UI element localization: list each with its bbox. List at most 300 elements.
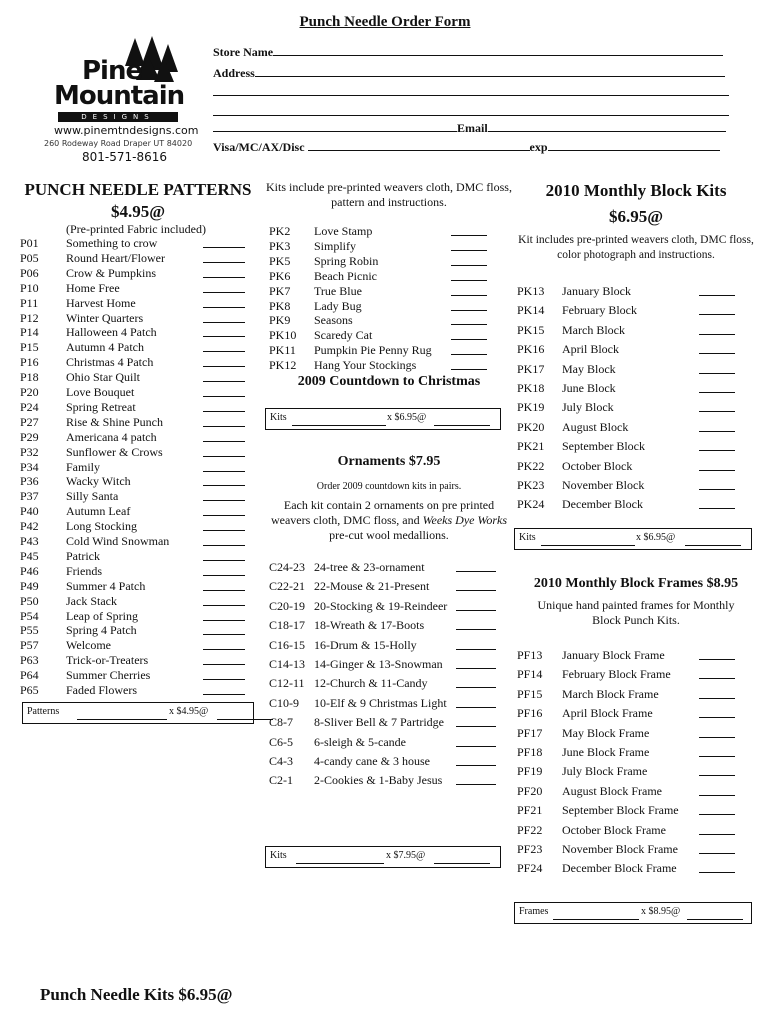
quantity-blank[interactable] (699, 823, 735, 835)
item-name: Jack Stack (66, 593, 117, 608)
item-code: C14-13 (269, 657, 305, 671)
quantity-blank[interactable] (699, 784, 735, 796)
quantity-blank[interactable] (203, 415, 245, 427)
item-code: P57 (20, 638, 39, 653)
list-item (269, 735, 499, 751)
item-code: PF18 (517, 745, 543, 759)
frames-note: Unique hand painted frames for Monthly Block Punch Kits. (537, 598, 735, 627)
item-code: PK9 (269, 313, 291, 328)
frames-qty-blank[interactable] (553, 909, 639, 920)
quantity-blank[interactable] (451, 299, 487, 311)
list-item (20, 668, 250, 684)
item-name: July Block (562, 400, 614, 415)
quantity-blank[interactable] (699, 497, 735, 509)
item-name: Simplify (314, 238, 357, 253)
list-item (517, 478, 742, 494)
email-field[interactable] (213, 120, 726, 136)
quantity-blank[interactable] (203, 370, 245, 382)
item-name: Love Bouquet (66, 385, 135, 399)
quantity-blank[interactable] (699, 842, 735, 854)
ornaments-qty-blank[interactable] (296, 853, 384, 864)
item-name: Friends (66, 563, 102, 578)
item-code: P20 (20, 385, 39, 399)
item-name: November Block Frame (562, 842, 678, 856)
item-code: P36 (20, 474, 39, 489)
patterns-title: PUNCH NEEDLE PATTERNS (24, 180, 252, 199)
list-item (269, 773, 499, 789)
list-item (20, 609, 250, 625)
item-name: Home Free (66, 280, 120, 295)
item-code: PK20 (517, 419, 545, 434)
quantity-blank[interactable] (451, 269, 487, 281)
monthly-qty-blank[interactable] (541, 535, 635, 546)
list-item (517, 323, 742, 339)
item-name: December Block Frame (562, 861, 677, 876)
item-name: Love Stamp (314, 224, 373, 238)
address-line-2[interactable] (213, 95, 729, 96)
item-name: March Block (562, 322, 625, 337)
quantity-blank[interactable] (456, 599, 496, 611)
list-item (20, 474, 250, 490)
list-item (269, 313, 494, 329)
ornaments-sum-blank[interactable] (434, 853, 490, 864)
quantity-blank[interactable] (203, 445, 245, 457)
item-code: P24 (20, 399, 39, 414)
item-code: C22-21 (269, 579, 305, 594)
item-name: Silly Santa (66, 489, 119, 504)
item-name: 18-Wreath & 17-Boots (314, 618, 425, 633)
item-name: October Block Frame (562, 822, 666, 837)
kits-sum-blank[interactable] (434, 415, 490, 426)
quantity-blank[interactable] (456, 715, 496, 727)
frames-total-box (514, 902, 752, 924)
item-name: May Block (562, 361, 616, 376)
item-name: Pumpkin Pie Penny Rug (314, 343, 432, 358)
item-name: Hang Your Stockings (314, 358, 417, 373)
item-name: Rise & Shine Punch (66, 414, 164, 429)
item-code: P65 (20, 683, 39, 697)
item-code: PK11 (269, 343, 296, 358)
exp-label: exp (529, 140, 548, 154)
logo-line2: Mountain (54, 81, 185, 111)
quantity-blank[interactable] (203, 236, 245, 248)
item-name: True Blue (314, 283, 362, 298)
quantity-blank[interactable] (456, 754, 496, 766)
item-code: PF13 (517, 648, 543, 662)
item-name: September Block (562, 439, 645, 454)
address-line-3[interactable] (213, 115, 729, 116)
item-code: PF19 (517, 764, 543, 779)
quantity-blank[interactable] (451, 284, 487, 296)
item-code: P10 (20, 280, 39, 295)
item-name: 24-tree & 23-ornament (314, 560, 425, 574)
item-name: 16-Drum & 15-Holly (314, 637, 417, 652)
quantity-blank[interactable] (699, 284, 735, 296)
quantity-blank[interactable] (699, 381, 735, 393)
patterns-total-label: Patterns (27, 706, 60, 717)
item-code: PF22 (517, 822, 543, 837)
quantity-blank[interactable] (451, 313, 487, 325)
item-code: P43 (20, 534, 39, 548)
item-code: P14 (20, 325, 39, 340)
quantity-blank[interactable] (203, 683, 245, 695)
item-name: Winter Quarters (66, 310, 144, 325)
item-code: P63 (20, 653, 39, 668)
list-item (269, 224, 494, 240)
quantity-blank[interactable] (203, 340, 245, 352)
item-code: C6-5 (269, 734, 293, 749)
item-name: Halloween 4 Patch (66, 325, 157, 340)
frames-total-price: x $8.95@ (641, 906, 681, 917)
item-code: C12-11 (269, 676, 305, 691)
quantity-blank[interactable] (203, 609, 245, 621)
quantity-blank[interactable] (451, 254, 487, 266)
item-name: February Block (562, 303, 637, 318)
quantity-blank[interactable] (456, 638, 496, 650)
quantity-blank[interactable] (203, 638, 245, 650)
item-name: 8-Sliver Bell & 7 Partridge (314, 715, 444, 730)
list-item (20, 266, 250, 282)
quantity-blank[interactable] (203, 549, 245, 561)
item-name: December Block (562, 497, 643, 512)
kits-qty-blank[interactable] (292, 415, 386, 426)
item-code: PK2 (269, 224, 291, 238)
item-code: PK13 (517, 284, 545, 298)
quantity-blank[interactable] (699, 323, 735, 335)
monthly-total-label: Kits (519, 532, 536, 543)
logo-address: 260 Rodeway Road Draper UT 84020 (44, 139, 193, 148)
quantity-blank[interactable] (699, 459, 735, 471)
item-code: PF21 (517, 803, 543, 818)
visa-label: Visa/MC/AX/Disc (213, 140, 305, 154)
store-name-label: Store Name (213, 45, 274, 59)
quantity-blank[interactable] (451, 328, 487, 340)
weeks-dye-works: Weeks Dye Works (422, 513, 508, 527)
quantity-blank[interactable] (699, 803, 735, 815)
logo-line1: Pine (82, 56, 143, 86)
item-code: PK24 (517, 497, 545, 512)
list-item (517, 459, 742, 475)
monthly-total-price: x $6.95@ (636, 532, 676, 543)
item-code: PK19 (517, 400, 545, 415)
quantity-blank[interactable] (699, 648, 735, 660)
quantity-blank[interactable] (456, 735, 496, 747)
item-name: Beach Picnic (314, 268, 377, 283)
list-item (20, 549, 250, 565)
item-name: Family (66, 459, 101, 474)
list-item (269, 579, 499, 595)
list-item (20, 325, 250, 341)
list-item (517, 784, 742, 800)
frames-sum-blank[interactable] (687, 909, 743, 920)
list-item (20, 460, 250, 476)
item-code: P49 (20, 578, 39, 593)
quantity-blank[interactable] (456, 657, 496, 669)
quantity-blank[interactable] (451, 358, 487, 370)
item-name: Harvest Home (66, 295, 136, 310)
quantity-blank[interactable] (203, 579, 245, 591)
item-name: Summer Cherries (66, 668, 151, 683)
logo-line3: DESIGNS (58, 112, 178, 122)
list-item (269, 657, 499, 673)
quantity-blank[interactable] (699, 745, 735, 757)
item-code: P55 (20, 623, 39, 638)
item-code: PK7 (269, 283, 291, 298)
item-code: P32 (20, 444, 39, 459)
quantity-blank[interactable] (699, 400, 735, 412)
list-item (517, 648, 742, 664)
item-name: 2-Cookies & 1-Baby Jesus (314, 773, 443, 788)
quantity-blank[interactable] (203, 385, 245, 397)
item-code: P12 (20, 310, 39, 325)
list-item (20, 296, 250, 312)
quantity-blank[interactable] (456, 579, 496, 591)
quantity-blank[interactable] (203, 355, 245, 367)
list-item (20, 579, 250, 595)
monthly-kits-note: Kit includes pre-printed weavers cloth, DMC floss, color photograph and instructions. (518, 234, 754, 261)
list-item (517, 803, 742, 819)
patterns-qty-blank[interactable] (77, 709, 167, 720)
quantity-blank[interactable] (456, 773, 496, 785)
item-code: P64 (20, 668, 39, 683)
monthly-total-box (514, 528, 752, 550)
item-code: PF20 (517, 783, 543, 798)
list-item (20, 594, 250, 610)
quantity-blank[interactable] (203, 564, 245, 576)
kits-total-price: x $6.95@ (387, 412, 427, 423)
list-item (20, 415, 250, 431)
item-name: Americana 4 patch (66, 429, 157, 444)
item-name: Spring Robin (314, 253, 379, 268)
list-item (517, 439, 742, 455)
list-item (20, 504, 250, 520)
item-name: Spring 4 Patch (66, 623, 137, 638)
store-name-field[interactable] (213, 44, 723, 60)
quantity-blank[interactable] (699, 439, 735, 451)
list-item (269, 358, 494, 374)
item-code: PK10 (269, 328, 297, 343)
item-name: April Block Frame (562, 706, 653, 721)
item-code: P18 (20, 370, 39, 385)
list-item (20, 653, 250, 669)
list-item (269, 239, 494, 255)
quantity-blank[interactable] (203, 489, 245, 501)
list-item (20, 683, 250, 699)
ornaments-desc: Each kit contain 2 ornaments on pre printed weavers cloth, DMC floss, and Weeks Dye Works pre-cut wool medallions. (270, 498, 508, 542)
item-name: Christmas 4 Patch (66, 355, 154, 370)
item-name: Lady Bug (314, 298, 362, 313)
item-name: Trick-or-Treaters (66, 653, 149, 668)
list-item (269, 676, 499, 692)
list-item (20, 385, 250, 401)
list-item (269, 560, 499, 576)
quantity-blank[interactable] (203, 519, 245, 531)
item-code: P11 (20, 295, 39, 310)
quantity-blank[interactable] (203, 653, 245, 665)
item-name: March Block Frame (562, 686, 659, 701)
item-code: P34 (20, 459, 39, 474)
item-code: C2-1 (269, 773, 293, 788)
quantity-blank[interactable] (203, 594, 245, 606)
item-name: Long Stocking (66, 519, 137, 534)
list-item (20, 564, 250, 580)
item-name: Welcome (66, 638, 112, 653)
patterns-total-price: x $4.95@ (169, 706, 209, 717)
list-item (20, 236, 250, 252)
kits-total-label: Kits (270, 412, 287, 423)
item-code: PK18 (517, 381, 545, 395)
item-name: Scaredy Cat (314, 328, 373, 343)
frames-total-label: Frames (519, 906, 549, 917)
item-name: Spring Retreat (66, 399, 136, 414)
quantity-blank[interactable] (456, 676, 496, 688)
quantity-blank[interactable] (699, 342, 735, 354)
quantity-blank[interactable] (699, 667, 735, 679)
item-name: May Block Frame (562, 725, 650, 740)
list-item (269, 254, 494, 270)
item-code: P50 (20, 593, 39, 608)
list-item (517, 745, 742, 761)
quantity-blank[interactable] (203, 668, 245, 680)
item-code: PF17 (517, 725, 543, 740)
item-name: Sunflower & Crows (66, 444, 163, 459)
list-item (269, 618, 499, 634)
list-item (269, 754, 499, 770)
item-code: C24-23 (269, 560, 305, 574)
item-name: Autumn Leaf (66, 504, 131, 519)
item-code: C4-3 (269, 754, 293, 768)
list-item (20, 370, 250, 386)
list-item (517, 823, 742, 839)
item-name: February Block Frame (562, 667, 671, 682)
item-name: June Block Frame (562, 745, 650, 759)
list-item (20, 489, 250, 505)
form-title: Punch Needle Order Form (299, 14, 471, 30)
quantity-blank[interactable] (456, 696, 496, 708)
list-item (20, 251, 250, 267)
quantity-blank[interactable] (699, 726, 735, 738)
item-name: 12-Church & 11-Candy (314, 676, 428, 691)
ornaments-total-box (265, 846, 501, 868)
list-item (517, 764, 742, 780)
item-name: Leap of Spring (66, 608, 138, 623)
list-item (269, 284, 494, 300)
item-name: September Block Frame (562, 803, 679, 818)
address-field[interactable] (213, 65, 725, 81)
quantity-blank[interactable] (203, 281, 245, 293)
list-item (269, 328, 494, 344)
quantity-blank[interactable] (699, 764, 735, 776)
list-item (269, 696, 499, 712)
item-code: C20-19 (269, 598, 305, 613)
quantity-blank[interactable] (203, 266, 245, 278)
item-name: Cold Wind Snowman (66, 534, 170, 548)
item-name: Seasons (314, 313, 353, 328)
item-code: PK21 (517, 439, 545, 454)
quantity-blank[interactable] (699, 861, 735, 873)
item-name: 20-Stocking & 19-Reindeer (314, 598, 448, 613)
patterns-total-box (22, 702, 254, 724)
quantity-blank[interactable] (203, 460, 245, 472)
list-item (517, 667, 742, 683)
item-code: PK12 (269, 358, 297, 373)
quantity-blank[interactable] (451, 239, 487, 251)
quantity-blank[interactable] (456, 618, 496, 630)
list-item (20, 400, 250, 416)
item-code: PF24 (517, 861, 543, 876)
quantity-blank[interactable] (203, 534, 245, 546)
item-code: P42 (20, 519, 39, 534)
item-name: 6-sleigh & 5-cande (314, 734, 406, 749)
quantity-blank[interactable] (203, 430, 245, 442)
ornaments-total-price: x $7.95@ (386, 850, 426, 861)
quantity-blank[interactable] (451, 224, 487, 236)
list-item (269, 638, 499, 654)
list-item (517, 362, 742, 378)
item-code: P37 (20, 489, 39, 504)
item-code: PK14 (517, 303, 545, 318)
item-name: July Block Frame (562, 764, 648, 779)
payment-field[interactable] (213, 139, 720, 155)
patterns-sum-blank[interactable] (217, 709, 273, 720)
list-item (517, 400, 742, 416)
quantity-blank[interactable] (699, 706, 735, 718)
monthly-kits-title: 2010 Monthly Block Kits (545, 181, 727, 200)
item-name: Crow & Pumpkins (66, 265, 157, 280)
quantity-blank[interactable] (203, 504, 245, 516)
item-name: Autumn 4 Patch (66, 340, 144, 355)
item-name: Ohio Star Quilt (66, 370, 140, 385)
quantity-blank[interactable] (203, 251, 245, 263)
item-code: PK16 (517, 342, 545, 357)
quantity-blank[interactable] (203, 325, 245, 337)
item-name: Wacky Witch (66, 474, 131, 489)
quantity-blank[interactable] (699, 303, 735, 315)
item-name: August Block (562, 419, 629, 434)
address-label: Address (213, 66, 255, 80)
list-item (20, 355, 250, 371)
quantity-blank[interactable] (203, 296, 245, 308)
item-name: 10-Elf & 9 Christmas Light (314, 695, 447, 710)
quantity-blank[interactable] (203, 623, 245, 635)
list-item (20, 638, 250, 654)
quantity-blank[interactable] (456, 560, 496, 572)
item-code: PK17 (517, 361, 545, 376)
logo-website: www.pinemtndesigns.com (54, 124, 199, 137)
quantity-blank[interactable] (451, 343, 487, 355)
list-item (20, 311, 250, 327)
patterns-note: (Pre-printed Fabric included) (66, 222, 206, 236)
logo (40, 36, 200, 166)
quantity-blank[interactable] (699, 420, 735, 432)
bottom-title: Punch Needle Kits $6.95@ (40, 985, 233, 1004)
quantity-blank[interactable] (699, 687, 735, 699)
list-item (517, 381, 742, 397)
quantity-blank[interactable] (203, 474, 245, 486)
frames-title: 2010 Monthly Block Frames $8.95 (533, 576, 739, 591)
quantity-blank[interactable] (203, 311, 245, 323)
quantity-blank[interactable] (203, 400, 245, 412)
list-item (517, 842, 742, 858)
item-code: PK23 (517, 478, 545, 492)
item-code: P16 (20, 355, 39, 370)
quantity-blank[interactable] (699, 478, 735, 490)
list-item (20, 281, 250, 297)
item-code: PK22 (517, 458, 545, 473)
logo-phone: 801-571-8616 (82, 150, 168, 164)
monthly-sum-blank[interactable] (685, 535, 741, 546)
quantity-blank[interactable] (699, 362, 735, 374)
